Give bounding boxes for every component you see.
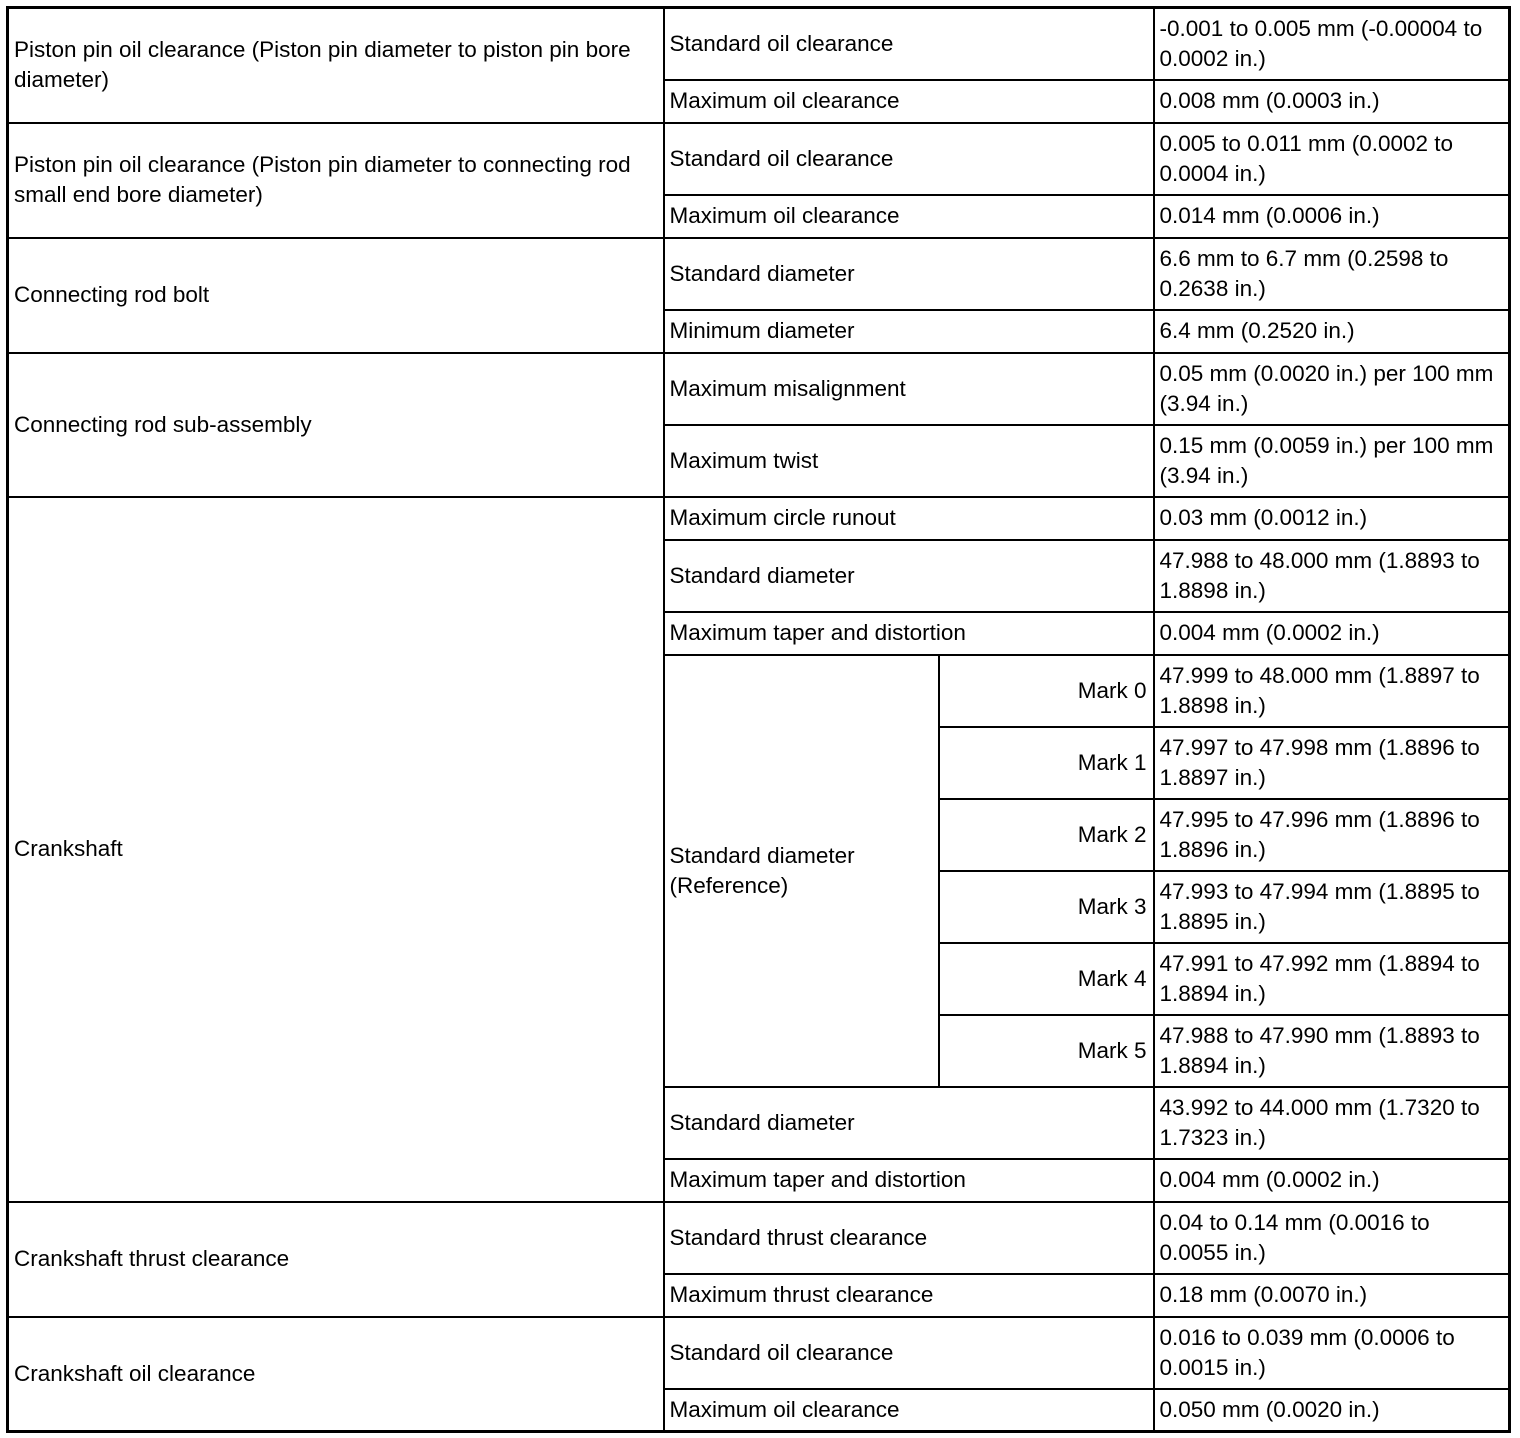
item-cell: Crankshaft oil clearance	[8, 1317, 664, 1432]
item-cell: Piston pin oil clearance (Piston pin diameter to connecting rod small end bore diameter)	[8, 123, 664, 238]
mark-cell: Mark 1	[939, 727, 1154, 799]
value-cell: 0.050 mm (0.0020 in.)	[1154, 1389, 1510, 1432]
table-row	[8, 1202, 1510, 1274]
value-cell: 47.988 to 47.990 mm (1.8893 to 1.8894 in.)	[1154, 1015, 1510, 1087]
value-cell: 47.991 to 47.992 mm (1.8894 to 1.8894 in.)	[1154, 943, 1510, 1015]
mark-cell: Mark 2	[939, 799, 1154, 871]
value-cell: 47.997 to 47.998 mm (1.8896 to 1.8897 in.)	[1154, 727, 1510, 799]
item-cell: Piston pin oil clearance (Piston pin diameter to piston pin bore diameter)	[8, 8, 664, 123]
value-cell: 0.004 mm (0.0002 in.)	[1154, 612, 1510, 655]
condition-cell: Maximum taper and distortion	[664, 1159, 1154, 1202]
condition-cell: Maximum circle runout	[664, 497, 1154, 540]
condition-cell: Standard oil clearance	[664, 8, 1154, 80]
item-cell: Connecting rod bolt	[8, 238, 664, 353]
table-row	[8, 238, 1510, 310]
condition-cell: Minimum diameter	[664, 310, 1154, 353]
spec-table	[6, 6, 1511, 1433]
condition-cell: Maximum oil clearance	[664, 1389, 1154, 1432]
condition-cell: Standard diameter (Reference)	[664, 655, 939, 1087]
table-row	[8, 1317, 1510, 1389]
value-cell: -0.001 to 0.005 mm (-0.00004 to 0.0002 in.)	[1154, 8, 1510, 80]
table-row	[8, 8, 1510, 80]
condition-cell: Standard oil clearance	[664, 1317, 1154, 1389]
condition-cell: Standard diameter	[664, 238, 1154, 310]
table-row	[8, 353, 1510, 425]
value-cell: 0.03 mm (0.0012 in.)	[1154, 497, 1510, 540]
value-cell: 0.014 mm (0.0006 in.)	[1154, 195, 1510, 238]
condition-cell: Maximum oil clearance	[664, 195, 1154, 238]
value-cell: 0.04 to 0.14 mm (0.0016 to 0.0055 in.)	[1154, 1202, 1510, 1274]
value-cell: 0.005 to 0.011 mm (0.0002 to 0.0004 in.)	[1154, 123, 1510, 195]
table-row	[8, 123, 1510, 195]
value-cell: 0.004 mm (0.0002 in.)	[1154, 1159, 1510, 1202]
condition-cell: Maximum twist	[664, 425, 1154, 497]
item-cell: Connecting rod sub-assembly	[8, 353, 664, 497]
value-cell: 47.993 to 47.994 mm (1.8895 to 1.8895 in.)	[1154, 871, 1510, 943]
item-cell: Crankshaft	[8, 497, 664, 1202]
item-cell: Crankshaft thrust clearance	[8, 1202, 664, 1317]
value-cell: 47.999 to 48.000 mm (1.8897 to 1.8898 in.)	[1154, 655, 1510, 727]
condition-cell: Standard diameter	[664, 540, 1154, 612]
condition-cell: Maximum oil clearance	[664, 80, 1154, 123]
value-cell: 0.016 to 0.039 mm (0.0006 to 0.0015 in.)	[1154, 1317, 1510, 1389]
condition-cell: Maximum taper and distortion	[664, 612, 1154, 655]
mark-cell: Mark 4	[939, 943, 1154, 1015]
value-cell: 0.18 mm (0.0070 in.)	[1154, 1274, 1510, 1317]
value-cell: 6.4 mm (0.2520 in.)	[1154, 310, 1510, 353]
value-cell: 0.05 mm (0.0020 in.) per 100 mm (3.94 in.)	[1154, 353, 1510, 425]
value-cell: 0.008 mm (0.0003 in.)	[1154, 80, 1510, 123]
table-row	[8, 497, 1510, 540]
value-cell: 47.988 to 48.000 mm (1.8893 to 1.8898 in.)	[1154, 540, 1510, 612]
mark-cell: Mark 3	[939, 871, 1154, 943]
condition-cell: Standard thrust clearance	[664, 1202, 1154, 1274]
value-cell: 43.992 to 44.000 mm (1.7320 to 1.7323 in.)	[1154, 1087, 1510, 1159]
value-cell: 47.995 to 47.996 mm (1.8896 to 1.8896 in.)	[1154, 799, 1510, 871]
condition-cell: Standard oil clearance	[664, 123, 1154, 195]
mark-cell: Mark 0	[939, 655, 1154, 727]
mark-cell: Mark 5	[939, 1015, 1154, 1087]
value-cell: 0.15 mm (0.0059 in.) per 100 mm (3.94 in.)	[1154, 425, 1510, 497]
condition-cell: Maximum thrust clearance	[664, 1274, 1154, 1317]
condition-cell: Maximum misalignment	[664, 353, 1154, 425]
condition-cell: Standard diameter	[664, 1087, 1154, 1159]
value-cell: 6.6 mm to 6.7 mm (0.2598 to 0.2638 in.)	[1154, 238, 1510, 310]
